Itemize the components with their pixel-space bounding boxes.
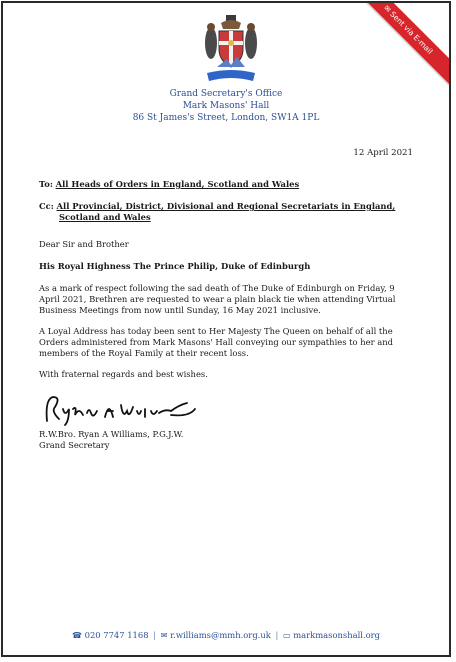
- cc-recipients-1: All Provincial, District, Divisional and Regional Secretariats in England,: [56, 201, 396, 211]
- cc-line-2: [59, 212, 409, 223]
- street-address: 86 St James's Street, London, SW1A 1PL: [132, 113, 320, 123]
- closing: With fraternal regards and best wishes.: [39, 369, 208, 379]
- letter-date: 12 April 2021: [353, 148, 413, 158]
- office-address: [3, 88, 449, 124]
- footer-website[interactable]: markmasonshall.org: [293, 630, 381, 640]
- para1-line2: April 2021, Brethren are requested to wear a plain black tie when attending Virtual: [39, 294, 396, 304]
- subject-line: His Royal Highness The Prince Philip, Duke of Edinburgh: [39, 261, 311, 271]
- signatory-name: R.W.Bro. Ryan A Williams, P.G.J.W.: [39, 429, 184, 439]
- salutation: Dear Sir and Brother: [39, 239, 129, 249]
- footer-contact: ☎ 020 7747 1168 | ✉ r.williams@mmh.org.uk | ▭ markmasonshall.org: [71, 630, 381, 640]
- to-recipients: All Heads of Orders in England, Scotland and Wales: [55, 179, 300, 189]
- hall-name: Mark Masons' Hall: [182, 101, 270, 111]
- signatory-title: Grand Secretary: [39, 440, 110, 450]
- crest-logo: [199, 15, 263, 85]
- para1-line3: Business Meetings from now until Sunday, 16 May 2021 inclusive.: [39, 305, 321, 315]
- cc-recipients-2: Scotland and Wales: [59, 212, 151, 222]
- mail-icon: ✉: [382, 3, 395, 16]
- signature: [39, 391, 199, 427]
- cc-line: Cc: All Provincial, District, Divisional and Regional Secretariats in England,: [39, 201, 396, 211]
- envelope-icon: ✉: [160, 631, 168, 640]
- to-line: To: All Heads of Orders in England, Scotland and Wales: [39, 179, 300, 189]
- sent-via-email-ribbon: ✉ Sent via E-mail: [349, 1, 451, 89]
- letter-page: [1, 1, 451, 657]
- para1-line1: As a mark of respect following the sad death of The Duke of Edinburgh on Friday, 9: [39, 283, 395, 293]
- para2-line1: A Loyal Address has today been sent to Her Majesty The Queen on behalf of all the: [39, 326, 393, 336]
- phone-icon: ☎: [71, 631, 82, 640]
- para2-line2: Orders administered from Mark Masons' Hall conveying our sympathies to her and: [39, 337, 393, 347]
- monitor-icon: ▭: [282, 631, 291, 640]
- footer-phone: 020 7747 1168: [84, 630, 149, 640]
- office-name: Grand Secretary's Office: [169, 89, 283, 99]
- para2-line3: members of the Royal Family at their recent loss.: [39, 348, 249, 358]
- footer-email[interactable]: r.williams@mmh.org.uk: [170, 630, 271, 640]
